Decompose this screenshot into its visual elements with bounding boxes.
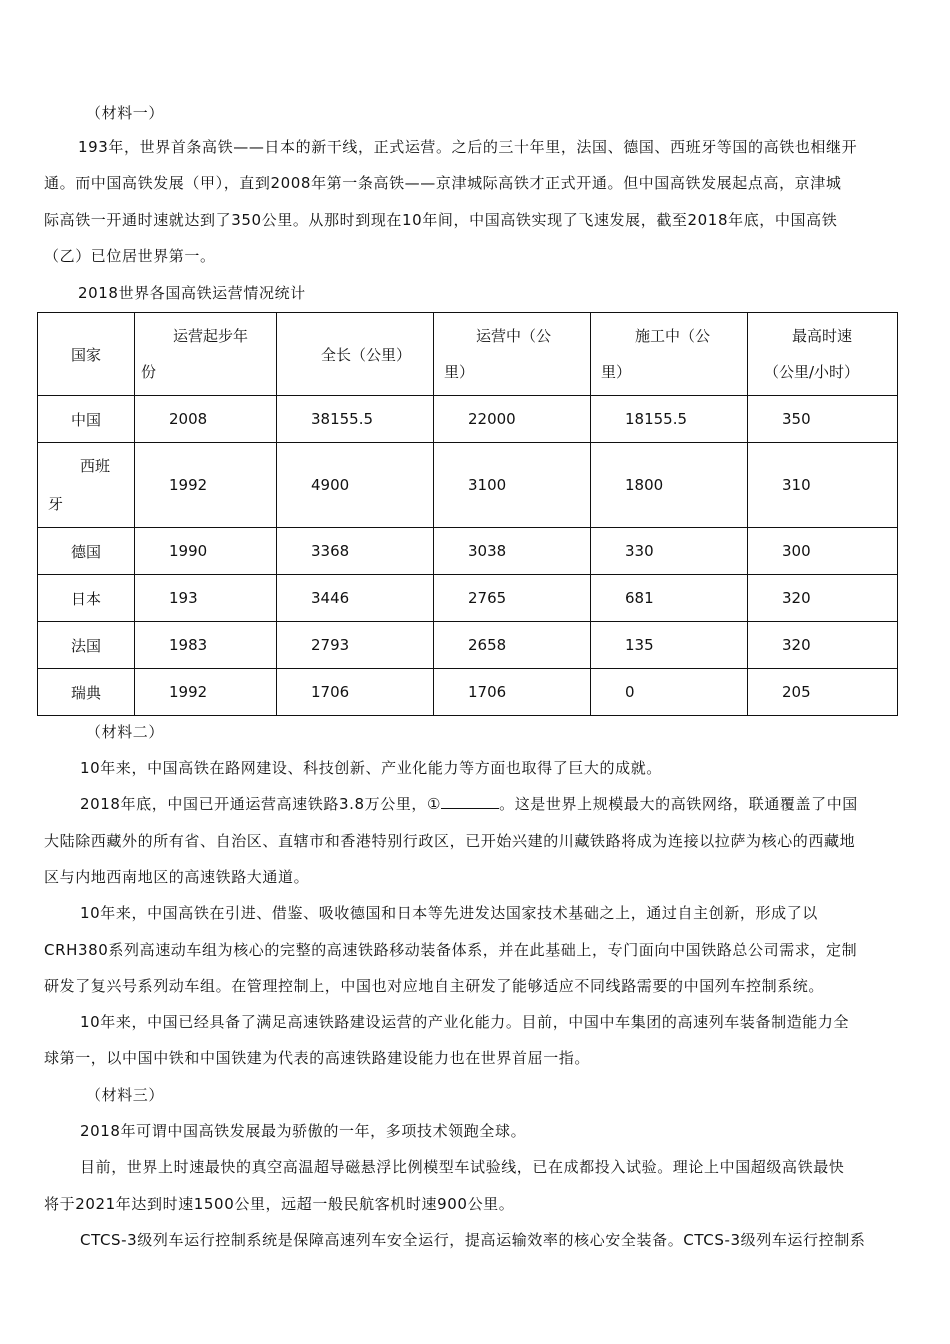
- material3-label: （材料三）: [86, 1086, 165, 1104]
- cell-length: 3446: [277, 575, 434, 622]
- table-row: [38, 575, 898, 622]
- cell-speed: 320: [748, 575, 898, 622]
- cell-country: 瑞典: [38, 669, 135, 716]
- material1-paragraph-line: 通。而中国高铁发展（甲），直到2008年第一条高铁——京津城际高铁才正式开通。但中国高铁发展起点高，京津城: [44, 174, 842, 192]
- table-row: [38, 528, 898, 575]
- material2-paragraph-line: CRH380系列高速动车组为核心的完整的高速铁路移动装备体系，并在此基础上，专门面向中国铁路总公司需求，定制: [44, 941, 858, 959]
- header-operating-line1: 运营中（公: [476, 327, 552, 345]
- material3-paragraph-line: 目前，世界上时速最快的真空高温超导磁悬浮比例模型车试验线，已在成都投入试验。理论上中国超级高铁最快: [80, 1158, 845, 1176]
- cell-operating: 1706: [434, 669, 591, 716]
- cell-speed: 300: [748, 528, 898, 575]
- blank-marker: ①: [427, 795, 442, 813]
- cell-country-line2: 牙: [48, 495, 64, 513]
- cell-year: 2008: [135, 396, 277, 443]
- material1-paragraph-line: 际高铁一开通时速就达到了350公里。从那时到现在10年间，中国高铁实现了飞速发展，截至2018年底，中国高铁: [44, 211, 838, 229]
- cell-length: 2793: [277, 622, 434, 669]
- material2-label: （材料二）: [86, 723, 165, 741]
- cell-year: 193: [135, 575, 277, 622]
- cell-speed: 350: [748, 396, 898, 443]
- header-construction-line2: 里）: [601, 363, 632, 381]
- cell-construction: 330: [591, 528, 748, 575]
- cell-operating: 22000: [434, 396, 591, 443]
- cell-construction: 1800: [591, 443, 748, 528]
- header-start-year-line1: 运营起步年: [173, 327, 249, 345]
- header-country: 国家: [38, 313, 135, 396]
- header-operating-line2: 里）: [444, 363, 475, 381]
- cell-construction: 0: [591, 669, 748, 716]
- header-construction: [591, 313, 748, 396]
- cell-operating: 2765: [434, 575, 591, 622]
- header-speed: [748, 313, 898, 396]
- cell-year: 1992: [135, 669, 277, 716]
- cell-operating: 2658: [434, 622, 591, 669]
- header-start-year-line2: 份: [141, 363, 157, 381]
- cell-country: 日本: [38, 575, 135, 622]
- cell-country: 德国: [38, 528, 135, 575]
- cell-construction: 18155.5: [591, 396, 748, 443]
- material2-paragraph-line: [80, 794, 858, 814]
- material2-paragraph-line: 球第一，以中国中铁和中国铁建为代表的高速铁路建设能力也在世界首屈一指。: [44, 1049, 591, 1067]
- cell-length: 4900: [277, 443, 434, 528]
- header-length: 全长（公里）: [277, 313, 434, 396]
- material2-paragraph-line: 10年来，中国已经具备了满足高速铁路建设运营的产业化能力。目前，中国中车集团的高速列车装备制造能力全: [80, 1013, 850, 1031]
- cell-speed: 320: [748, 622, 898, 669]
- material3-paragraph-line: 2018年可谓中国高铁发展最为骄傲的一年，多项技术领跑全球。: [80, 1122, 527, 1140]
- table-row: [38, 443, 898, 528]
- cell-length: 3368: [277, 528, 434, 575]
- material1-paragraph-line: 193年，世界首条高铁——日本的新干线，正式运营。之后的三十年里，法国、德国、西班牙等国的高铁也相继开: [78, 138, 858, 156]
- header-operating: [434, 313, 591, 396]
- answer-blank: [441, 794, 499, 809]
- cell-speed: 205: [748, 669, 898, 716]
- table-row: [38, 669, 898, 716]
- cell-year: 1983: [135, 622, 277, 669]
- cell-country-line1: 西班: [80, 457, 111, 475]
- material2-paragraph-line: 研发了复兴号系列动车组。在管理控制上，中国也对应地自主研发了能够适应不同线路需要的中国列车控制系统。: [44, 977, 825, 995]
- header-speed-line1: 最高时速: [792, 327, 853, 345]
- table-header-row: [38, 313, 898, 396]
- cell-length: 1706: [277, 669, 434, 716]
- cell-country: [38, 443, 135, 528]
- cell-construction: 135: [591, 622, 748, 669]
- header-start-year: [135, 313, 277, 396]
- cell-speed: 310: [748, 443, 898, 528]
- table-row: [38, 622, 898, 669]
- table-title: 2018世界各国高铁运营情况统计: [78, 284, 306, 302]
- cell-year: 1992: [135, 443, 277, 528]
- material2-paragraph-line: 10年来，中国高铁在引进、借鉴、吸收德国和日本等先进发达国家技术基础之上，通过自主创新，形成了以: [80, 904, 818, 922]
- cell-operating: 3100: [434, 443, 591, 528]
- material2-paragraph-line: 大陆除西藏外的所有省、自治区、直辖市和香港特别行政区，已开始兴建的川藏铁路将成为连接以拉萨为核心的西藏地: [44, 832, 856, 850]
- material1-paragraph-line: （乙）已位居世界第一。: [44, 247, 216, 265]
- cell-country: 法国: [38, 622, 135, 669]
- rail-stats-table: [37, 312, 898, 716]
- material2-p2-start: 2018年底，中国已开通运营高速铁路3.8万公里，: [80, 795, 428, 813]
- material2-paragraph-line: 区与内地西南地区的高速铁路大通道。: [44, 868, 310, 886]
- table-row: [38, 396, 898, 443]
- cell-length: 38155.5: [277, 396, 434, 443]
- header-speed-line2: （公里/小时）: [764, 363, 860, 381]
- material2-p2-end: 。这是世界上规模最大的高铁网络，联通覆盖了中国: [499, 795, 858, 813]
- material3-paragraph-line: CTCS-3级列车运行控制系统是保障高速列车安全运行，提高运输效率的核心安全装备。CTCS-3级列车运行控制系: [80, 1231, 866, 1249]
- material1-label: （材料一）: [86, 104, 165, 122]
- material2-paragraph-line: 10年来，中国高铁在路网建设、科技创新、产业化能力等方面也取得了巨大的成就。: [80, 759, 662, 777]
- cell-operating: 3038: [434, 528, 591, 575]
- cell-country: 中国: [38, 396, 135, 443]
- cell-construction: 681: [591, 575, 748, 622]
- header-construction-line1: 施工中（公: [635, 327, 711, 345]
- cell-year: 1990: [135, 528, 277, 575]
- material3-paragraph-line: 将于2021年达到时速1500公里，远超一般民航客机时速900公里。: [44, 1195, 515, 1213]
